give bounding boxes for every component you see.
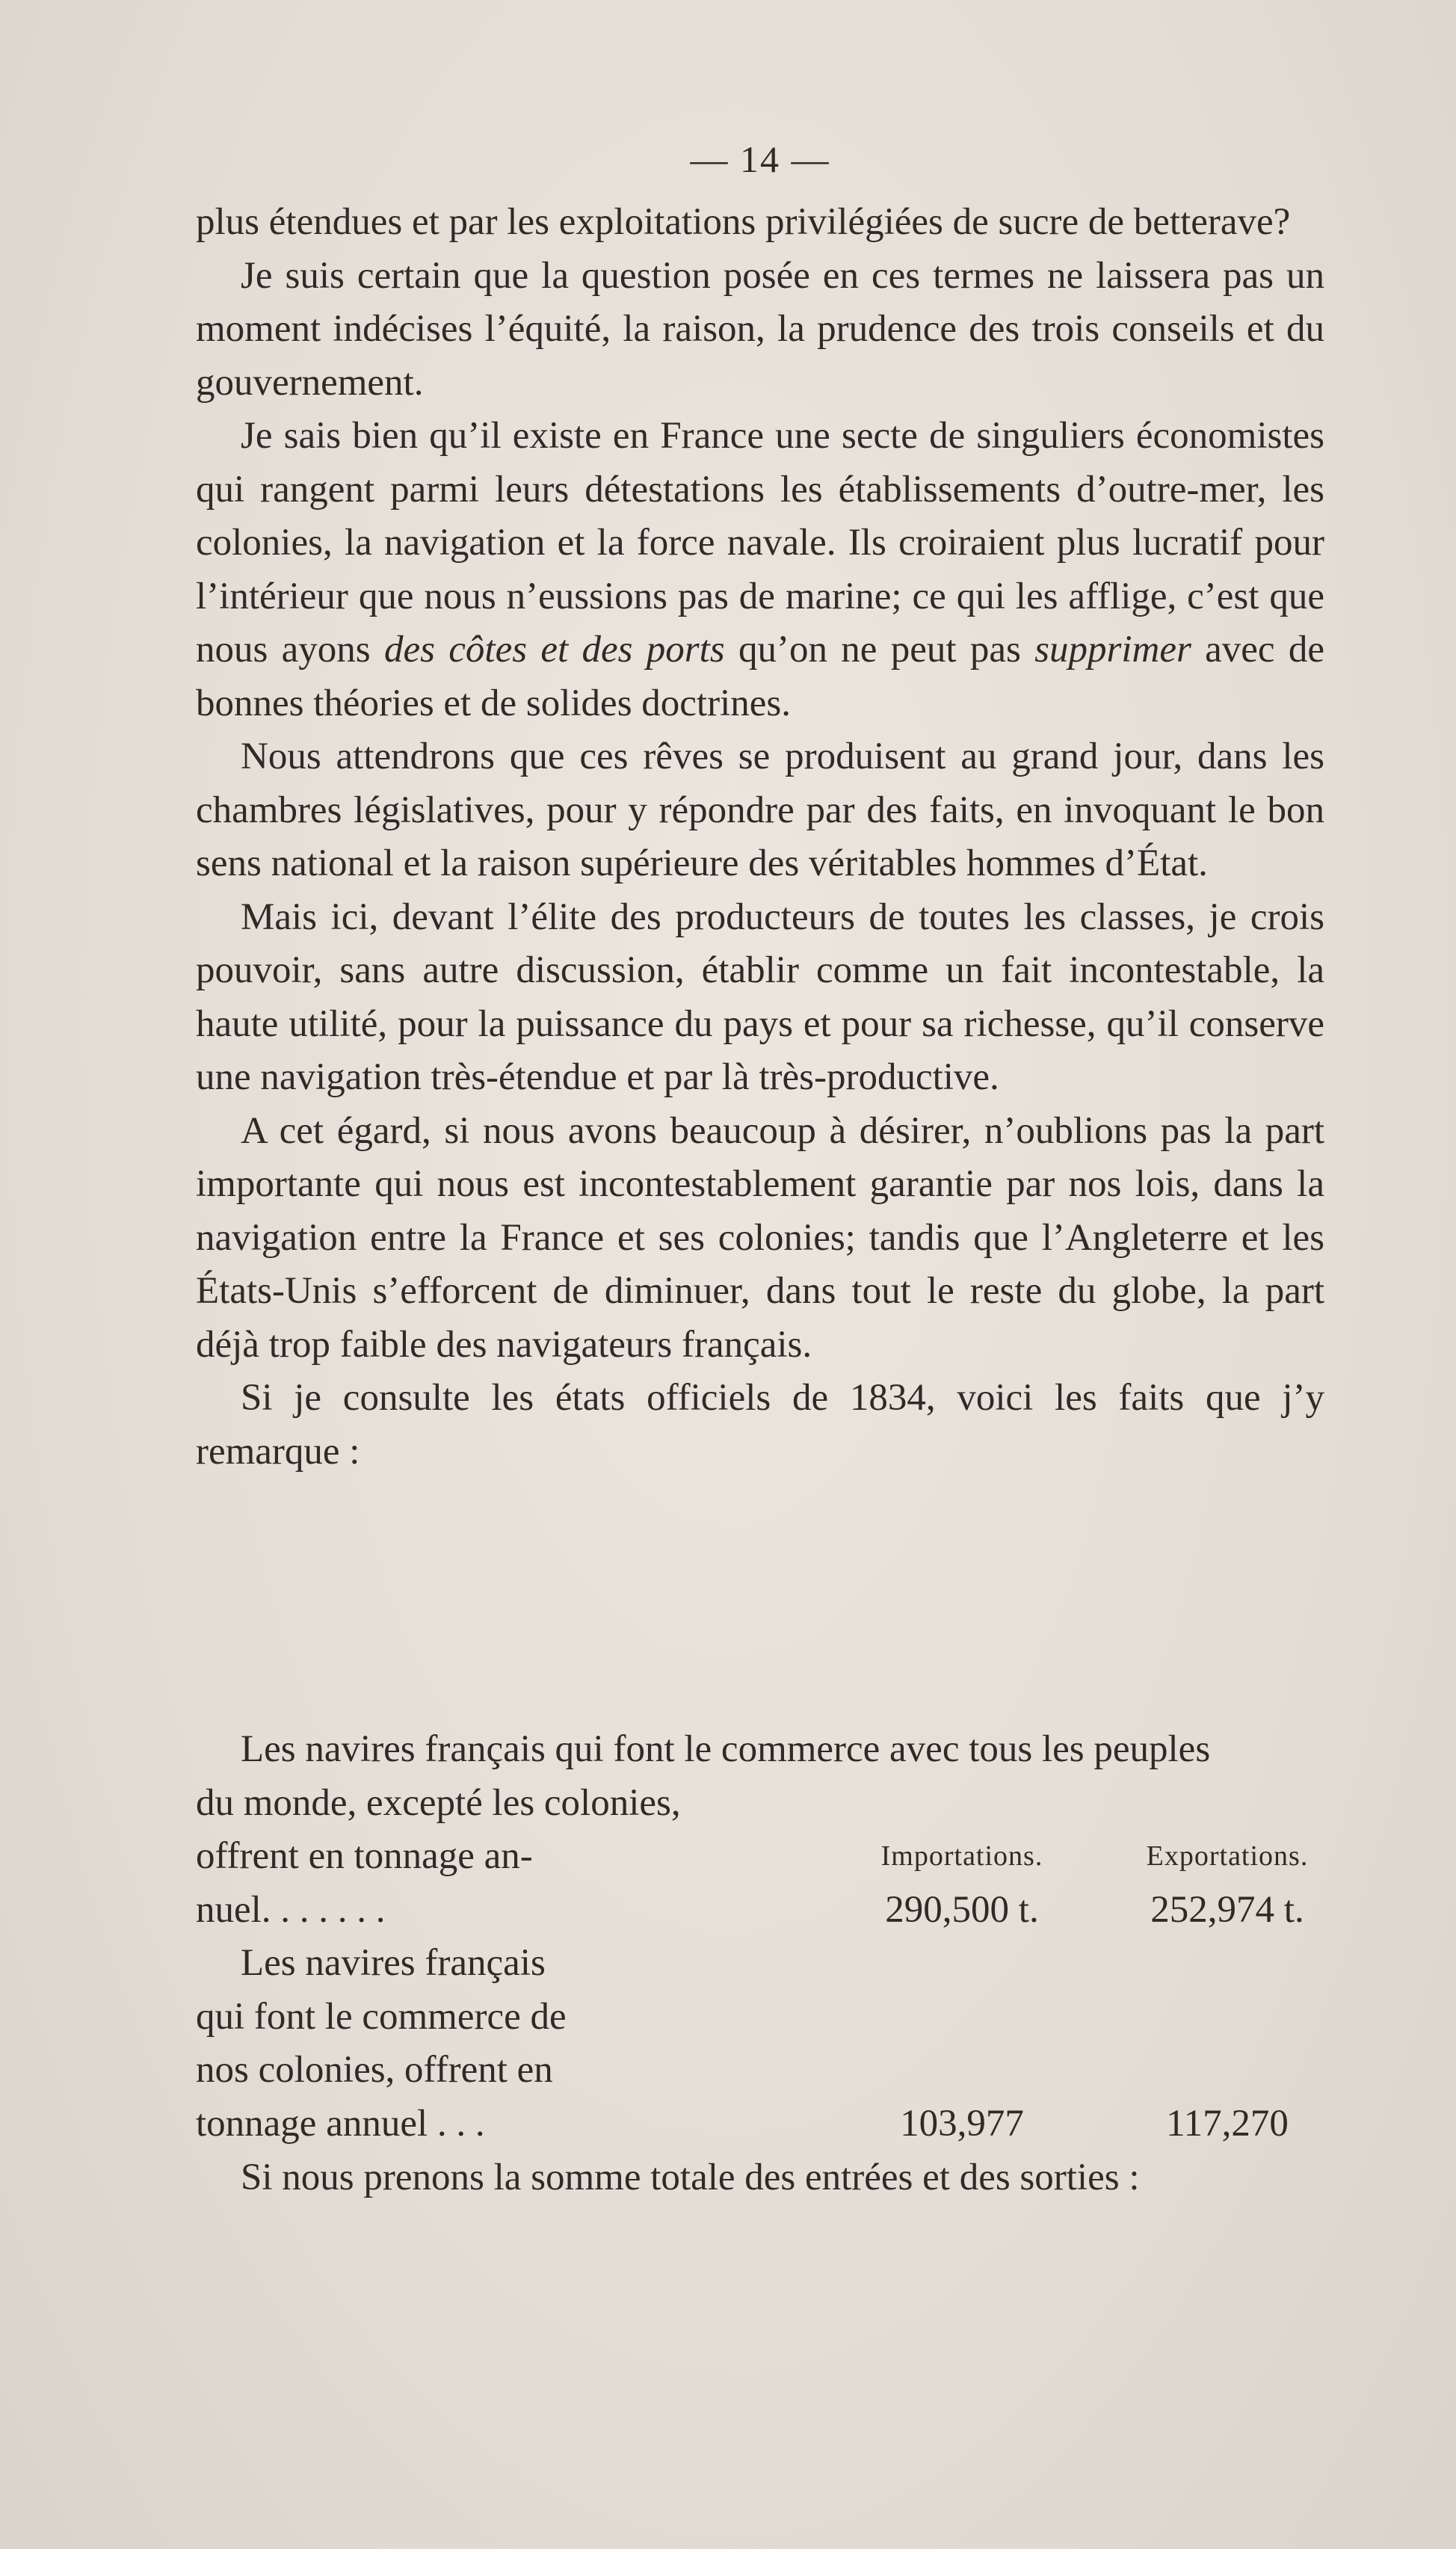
paragraph-5: Mais ici, devant l’élite des producteurs de toutes les classes, je crois pouvoir, sans autre discussion, établir comme un fait incontestable, la haute utilité, pour la puissance du pays et pour sa richesse, qu’il conserve une navigation très-étendue et par là très-productive. — [196, 896, 1324, 1098]
row1-label-a: offrent en tonnage an- — [196, 1835, 533, 1877]
paragraph-7: Si je consulte les états officiels de 1834, voici les faits que j’y remarque : — [196, 1377, 1324, 1473]
row2-label-a: Les navires français — [241, 1942, 546, 1984]
row2-label-c: nos colonies, offrent en — [196, 2049, 553, 2091]
table-intro-1 — [196, 1723, 1324, 1777]
paragraph-3-part1: Je sais bien qu’il existe en France une secte de singuliers économistes qui rangent parmi leurs détestations les établissements d’outre-mer, les colonies, la navigation et la force navale. Ils croiraient plus lucratif pour l’intérieur que nous n’eussions pas de marine; ce qui les afflige, c’est que nous ayons — [196, 415, 1324, 671]
paragraph-3-em2: supprimer — [1034, 629, 1191, 671]
final-line: Si nous prenons la somme totale des entrées et des sorties : — [241, 2157, 1140, 2198]
table-row-2b — [196, 1991, 1324, 2044]
table-intro-line-1: Les navires français qui font le commerce avec tous les peuples — [241, 1728, 1211, 1770]
table-row-2a — [196, 1937, 1324, 1991]
paragraph-1: plus étendues et par les exploitations privilégiées de sucre de betterave? — [196, 201, 1291, 243]
paragraph-6: A cet égard, si nous avons beaucoup à désirer, n’oublions pas la part importante qui nous est incontestablement garantie par nos lois, dans la navigation entre la France et ses colonies; tandis que l’Angleterre et les États-Unis s’efforcent de diminuer, dans tout le reste du globe, la part déjà trop faible des navigateurs français. — [196, 1109, 1324, 1366]
body-text — [196, 196, 1324, 1479]
row2-import: 103,977 — [900, 2102, 1024, 2145]
table-intro-2 — [196, 1777, 1324, 1831]
col-export-header: Exportations. — [1146, 1840, 1309, 1872]
paragraph-3 — [196, 410, 1324, 730]
table-row-1a — [196, 1830, 1324, 1884]
paragraph-4: Nous attendrons que ces rêves se produisent au grand jour, dans les chambres législatives, pour y répondre par des faits, en invoquant le bon sens national et la raison supérieure des véritables hommes d’État. — [196, 736, 1324, 884]
table-row-2d — [196, 2098, 1324, 2151]
table-row-2c — [196, 2044, 1324, 2098]
row2-label-d: tonnage annuel . . . — [196, 2102, 485, 2145]
col-import-header: Importations. — [880, 1840, 1043, 1872]
row1-label-b: nuel. . . . . . . — [196, 1888, 386, 1931]
tonnage-table — [196, 1723, 1324, 2151]
paragraph-2: Je suis certain que la question posée en ces termes ne laissera pas un moment indécises l’équité, la raison, la prudence des trois conseils et du gouvernement. — [196, 254, 1324, 404]
page-number: — 14 — — [690, 138, 830, 180]
row2-export: 117,270 — [1166, 2102, 1289, 2145]
paragraph-3-part3: avec de bonnes théories et de solides doctrines. — [196, 629, 1324, 724]
paragraph-3-em1: des côtes et des ports — [383, 629, 725, 671]
row1-import: 290,500 t. — [885, 1888, 1039, 1931]
table-row-1b — [196, 1884, 1324, 1938]
row2-label-b: qui font le commerce de — [196, 1995, 567, 2038]
row1-export: 252,974 t. — [1150, 1888, 1304, 1931]
table-intro-line-2: du monde, excepté les colonies, — [196, 1781, 681, 1824]
paragraph-3-part2: qu’on ne peut pas — [724, 629, 1035, 671]
